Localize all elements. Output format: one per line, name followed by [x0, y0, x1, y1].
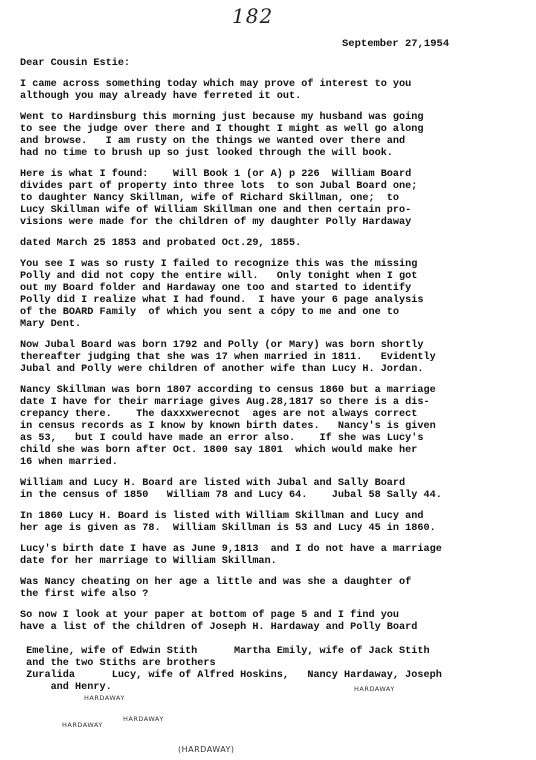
- letter-line: in the census of 1850 William 78 and Lucy 64. Jubal 58 Sally 44.: [20, 490, 442, 501]
- paragraph-gap: [20, 535, 532, 544]
- letter-line: Nancy Skillman was born 1807 according to census 1860 but a marriage: [20, 385, 436, 396]
- letter-line: William and Lucy H. Board are listed with Jubal and Sally Board: [20, 478, 406, 489]
- letter-line: date I have for their marriage gives Aug.28,1817 so there is a dis-: [20, 397, 430, 408]
- letter-body: [20, 58, 532, 694]
- letter-line: out my Board folder and Hardaway one too and started to identify: [20, 283, 412, 294]
- letter-line: of the BOARD Family of which you sent a cópy to me and one to: [20, 307, 400, 318]
- letter-line: So now I look at your paper at bottom of page 5 and I find you: [20, 610, 400, 621]
- letter-line: in census records as I know by known birth dates. Nancy's is given: [20, 421, 436, 432]
- letter-line: Polly did I realize what I had found. I have your 6 page analysis: [20, 295, 424, 306]
- letter-line: Lucy Skillman wife of William Skillman one and then certain pro-: [20, 205, 412, 216]
- paragraph-gap: [20, 250, 532, 259]
- letter-line: Here is what I found: Will Book 1 (or A) p 226 William Board: [20, 169, 412, 180]
- salutation: Dear Cousin Estie:: [20, 58, 131, 69]
- letter-line: dated March 25 1853 and probated Oct.29, 1855.: [20, 238, 302, 249]
- letter-line: Mary Dent.: [20, 319, 82, 330]
- letter-line: Jubal and Polly were children of another wife than Lucy H. Jordan.: [20, 364, 424, 375]
- letter-line: 16 when married.: [20, 457, 118, 468]
- letter-line: had no time to brush up so just looked through the will book.: [20, 148, 393, 159]
- paragraph-gap: [20, 601, 532, 610]
- paragraph-gap: [20, 103, 532, 112]
- letter-line: Zuralida Lucy, wife of Alfred Hoskins, Nancy Hardaway, Joseph: [20, 670, 442, 681]
- paragraph-gap: [20, 568, 532, 577]
- handwritten-note-hardaway: HARDAWAY: [123, 715, 164, 723]
- letter-line: her age is given as 78. William Skillman is 53 and Lucy 45 in 1860.: [20, 523, 436, 534]
- letter-line: Went to Hardinsburg this morning just because my husband was going: [20, 112, 424, 123]
- letter-line: crepancy there. The daxxxwerecnot ages are not always correct: [20, 409, 418, 420]
- letter-line: Polly and did not copy the entire will. Only tonight when I got: [20, 271, 418, 282]
- letter-line: Now Jubal Board was born 1792 and Polly (or Mary) was born shortly: [20, 340, 424, 351]
- letter-line: visions were made for the children of my daughter Polly Hardaway: [20, 217, 412, 228]
- letter-line: Lucy's birth date I have as June 9,1813 and I do not have a marriage: [20, 544, 442, 555]
- handwritten-note-hardaway: HARDAWAY: [84, 694, 125, 702]
- letter-line: Was Nancy cheating on her age a little and was she a daughter of: [20, 577, 412, 588]
- letter-line: date for her marriage to William Skillman.: [20, 556, 277, 567]
- letter-line: divides part of property into three lots to son Jubal Board one;: [20, 181, 418, 192]
- letter-line: I came across something today which may prove of interest to you: [20, 79, 412, 90]
- letter-line: have a list of the children of Joseph H. Hardaway and Polly Board: [20, 622, 418, 633]
- paragraph-gap: [20, 376, 532, 385]
- letter-line: [20, 634, 532, 646]
- paragraph-gap: [20, 469, 532, 478]
- letter-line: although you may already have ferreted it out.: [20, 91, 302, 102]
- letter-line: and Henry.: [20, 682, 112, 693]
- paragraph-gap: [20, 331, 532, 340]
- letter-line: Emeline, wife of Edwin Stith Martha Emily, wife of Jack Stith: [20, 646, 430, 657]
- letter-line: In 1860 Lucy H. Board is listed with William Skillman and Lucy and: [20, 511, 424, 522]
- letter-date: September 27,1954: [342, 38, 450, 50]
- letter-line: to daughter Nancy Skillman, wife of Richard Skillman, one; to: [20, 193, 400, 204]
- paragraph-gap: [20, 160, 532, 169]
- page-number: 182: [232, 4, 274, 28]
- letter-line: as 53, but I could have made an error also. If she was Lucy's: [20, 433, 424, 444]
- handwritten-note-hardaway-closing: (HARDAWAY): [178, 745, 235, 754]
- paragraph-gap: [20, 229, 532, 238]
- handwritten-note-hardaway: HARDAWAY: [62, 721, 103, 729]
- letter-line: the first wife also ?: [20, 589, 149, 600]
- paragraph-gap: [20, 70, 532, 79]
- letter-line: thereafter judging that she was 17 when married in 1811. Evidently: [20, 352, 436, 363]
- letter-line: and browse. I am rusty on the things we wanted over there and: [20, 136, 406, 147]
- handwritten-note-hardaway: HARDAWAY: [354, 685, 395, 693]
- letter-line: and the two Stiths are brothers: [20, 658, 216, 669]
- letter-line: You see I was so rusty I failed to recognize this was the missing: [20, 259, 418, 270]
- letter-line: to see the judge over there and I thought I might as well go along: [20, 124, 424, 135]
- paragraph-gap: [20, 502, 532, 511]
- letter-line: child she was born after Oct. 1800 say 1801 which would make her: [20, 445, 418, 456]
